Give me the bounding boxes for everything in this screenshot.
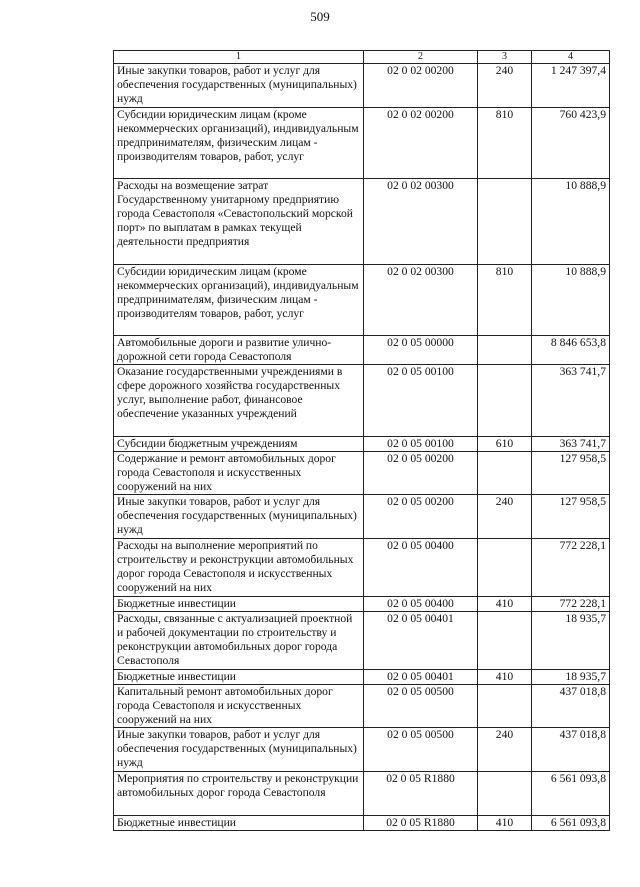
row-type (478, 179, 532, 265)
row-sum: 363 741,7 (532, 365, 610, 437)
row-code: 02 0 05 00400 (364, 597, 478, 612)
row-code: 02 0 05 00500 (364, 685, 478, 728)
table-row (114, 597, 610, 612)
row-name: Содержание и ремонт автомобильных дорог города Севастополя и искусственных сооружений на них (114, 452, 364, 495)
row-code: 02 0 05 R1880 (364, 772, 478, 816)
row-type: 810 (478, 265, 532, 336)
row-code: 02 0 02 00300 (364, 265, 478, 336)
row-sum: 127 958,5 (532, 452, 610, 495)
row-type: 410 (478, 597, 532, 612)
header-col-4: 4 (532, 51, 610, 64)
row-sum: 772 228,1 (532, 597, 610, 612)
row-sum: 363 741,7 (532, 437, 610, 452)
row-code: 02 0 02 00300 (364, 179, 478, 265)
row-name: Расходы на выполнение мероприятий по строительству и реконструкции автомобильных дорог города Севастополя и искусственных сооружений на них (114, 539, 364, 597)
row-code: 02 0 02 00200 (364, 64, 478, 108)
table-row (114, 108, 610, 179)
header-col-3: 3 (478, 51, 532, 64)
table-row (114, 452, 610, 495)
row-sum: 127 958,5 (532, 495, 610, 539)
row-name: Иные закупки товаров, работ и услуг для обеспечения государственных (муниципальных) нужд (114, 495, 364, 539)
header-col-2: 2 (364, 51, 478, 64)
row-sum: 6 561 093,8 (532, 772, 610, 816)
row-type: 240 (478, 495, 532, 539)
row-name: Иные закупки товаров, работ и услуг для обеспечения государственных (муниципальных) нужд (114, 728, 364, 772)
row-code: 02 0 05 00100 (364, 437, 478, 452)
row-name: Мероприятия по строительству и реконструкции автомобильных дорог города Севастополя (114, 772, 364, 816)
row-name: Капитальный ремонт автомобильных дорог города Севастополя и искусственных сооружений на них (114, 685, 364, 728)
row-type (478, 336, 532, 365)
table-row (114, 728, 610, 772)
row-sum: 18 935,7 (532, 612, 610, 670)
table-row (114, 670, 610, 685)
row-name: Субсидии бюджетным учреждениям (114, 437, 364, 452)
table-row (114, 685, 610, 728)
row-name: Бюджетные инвестиции (114, 597, 364, 612)
row-sum: 1 247 397,4 (532, 64, 610, 108)
table-row (114, 265, 610, 336)
row-code: 02 0 05 00500 (364, 728, 478, 772)
row-sum: 10 888,9 (532, 179, 610, 265)
row-name: Субсидии юридическим лицам (кроме некоммерческих организаций), индивидуальным предпринимателям, физическим лицам - производителям товаров, работ, услуг (114, 108, 364, 179)
page-number: 509 (310, 9, 330, 24)
row-type (478, 772, 532, 816)
row-code: 02 0 05 R1880 (364, 816, 478, 831)
table-row (114, 336, 610, 365)
row-code: 02 0 05 00200 (364, 452, 478, 495)
row-sum: 6 561 093,8 (532, 816, 610, 831)
row-sum: 10 888,9 (532, 265, 610, 336)
row-sum: 437 018,8 (532, 685, 610, 728)
row-type: 810 (478, 108, 532, 179)
row-type (478, 365, 532, 437)
budget-table (113, 50, 610, 831)
row-type: 240 (478, 64, 532, 108)
row-name: Бюджетные инвестиции (114, 670, 364, 685)
row-name: Расходы на возмещение затрат Государственному унитарному предприятию города Севастополя «Севастопольский морской порт» по выплатам в рамках текущей деятельности предприятия (114, 179, 364, 265)
row-sum: 437 018,8 (532, 728, 610, 772)
row-type: 240 (478, 728, 532, 772)
table-row (114, 612, 610, 670)
row-name: Оказание государственными учреждениями в сфере дорожного хозяйства государственных услуг, выполнение работ, финансовое обеспечение указанных учреждений (114, 365, 364, 437)
table-row (114, 495, 610, 539)
table-row (114, 365, 610, 437)
row-name: Автомобильные дороги и развитие улично-дорожной сети города Севастополя (114, 336, 364, 365)
table-row (114, 179, 610, 265)
row-code: 02 0 05 00400 (364, 539, 478, 597)
table-row (114, 816, 610, 831)
row-name: Субсидии юридическим лицам (кроме некоммерческих организаций), индивидуальным предпринимателям, физическим лицам - производителям товаров, работ, услуг (114, 265, 364, 336)
table-row (114, 64, 610, 108)
row-name: Бюджетные инвестиции (114, 816, 364, 831)
row-name: Расходы, связанные с актуализацией проектной и рабочей документации по строительству и реконструкции автомобильных дорог города Севастополя (114, 612, 364, 670)
row-code: 02 0 05 00200 (364, 495, 478, 539)
row-sum: 18 935,7 (532, 670, 610, 685)
row-code: 02 0 05 00100 (364, 365, 478, 437)
header-col-1: 1 (114, 51, 364, 64)
row-name: Иные закупки товаров, работ и услуг для обеспечения государственных (муниципальных) нужд (114, 64, 364, 108)
row-sum: 772 228,1 (532, 539, 610, 597)
row-type: 410 (478, 670, 532, 685)
row-type (478, 452, 532, 495)
table-row (114, 437, 610, 452)
row-sum: 8 846 653,8 (532, 336, 610, 365)
row-code: 02 0 05 00401 (364, 612, 478, 670)
row-code: 02 0 05 00000 (364, 336, 478, 365)
table-row (114, 539, 610, 597)
row-type (478, 539, 532, 597)
table-row (114, 772, 610, 816)
row-type (478, 685, 532, 728)
row-sum: 760 423,9 (532, 108, 610, 179)
row-type: 610 (478, 437, 532, 452)
table-header-row (114, 51, 610, 64)
row-type (478, 612, 532, 670)
row-code: 02 0 02 00200 (364, 108, 478, 179)
row-code: 02 0 05 00401 (364, 670, 478, 685)
row-type: 410 (478, 816, 532, 831)
